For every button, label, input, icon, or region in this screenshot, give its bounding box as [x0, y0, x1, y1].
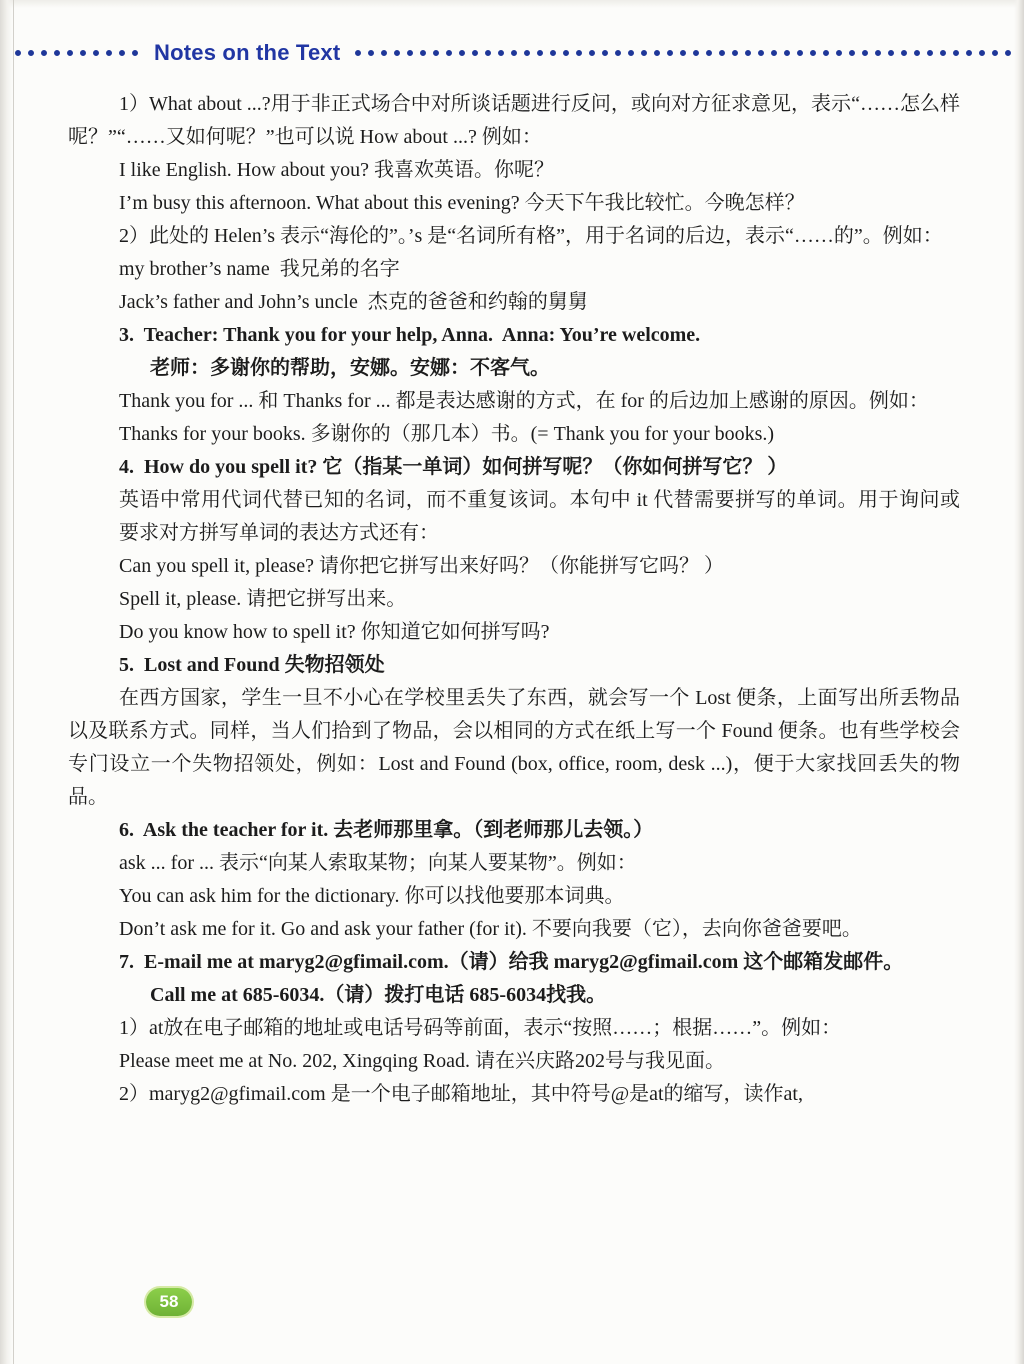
- paragraph: 5. Lost and Found 失物招领处: [119, 654, 385, 676]
- paragraph: You can ask him for the dictionary. 你可以找他要那本词典。: [119, 885, 625, 907]
- paragraph: 6. Ask the teacher for it. 去老师那里拿。（到老师那儿去领。）: [119, 819, 654, 841]
- paragraph: Don’t ask me for it. Go and ask your father (for it). 不要向我要（它），去向你爸爸要吧。: [119, 918, 862, 940]
- scan-edge-top: [0, 0, 1024, 8]
- scan-edge-right: [1014, 0, 1024, 1364]
- paragraph: Jack’s father and John’s uncle 杰克的爸爸和约翰的舅舅: [119, 291, 588, 313]
- scan-edge-left: [0, 0, 14, 1364]
- paragraph: Do you know how to spell it? 你知道它如何拼写吗?: [119, 621, 550, 643]
- paragraph: 2）maryg2@gfimail.com 是一个电子邮箱地址，其中符号@是at的缩写，读作at,: [119, 1083, 803, 1105]
- paragraph: Thanks for your books. 多谢你的（那几本）书。(= Thank you for your books.): [119, 423, 775, 445]
- paragraph: 英语中常用代词代替已知的名词，而不重复该词。本句中 it 代替需要拼写的单词。用于询问或要求对方拼写单词的表达方式还有：: [119, 489, 960, 544]
- paragraph: 2）此处的 Helen’s 表示“海伦的”。’s 是“名词所有格”，用于名词的后边，表示“……的”。例如：: [119, 225, 943, 247]
- paragraph: Spell it, please. 请把它拼写出来。: [119, 588, 407, 610]
- paragraph: Call me at 685-6034.（请）拨打电话 685-6034找我。: [150, 984, 607, 1006]
- paragraph: my brother’s name 我兄弟的名字: [119, 258, 400, 280]
- paragraph: 4. How do you spell it? 它（指某一单词）如何拼写呢？（你如何拼写它？ ）: [119, 456, 788, 478]
- paragraph: I like English. How about you? 我喜欢英语。你呢？: [119, 159, 554, 181]
- dots-decoration-left: [12, 49, 144, 57]
- paragraph: Thank you for ... 和 Thanks for ... 都是表达感谢的方式，在 for 的后边加上感谢的原因。例如：: [119, 390, 929, 412]
- paragraph: 老师：多谢你的帮助，安娜。安娜：不客气。: [150, 357, 550, 379]
- paragraph: Can you spell it, please? 请你把它拼写出来好吗？（你能拼写它吗？ ）: [119, 555, 724, 577]
- paragraph: Please meet me at No. 202, Xingqing Road. 请在兴庆路202号与我见面。: [119, 1050, 726, 1072]
- page-number: 58: [159, 1292, 179, 1311]
- paragraph: 7. E-mail me at maryg2@gfimail.com.（请）给我 maryg2@gfimail.com 这个邮箱发邮件。: [119, 951, 904, 973]
- page-header: [0, 38, 1024, 68]
- paragraph: 3. Teacher: Thank you for your help, Anna. Anna: You’re welcome.: [119, 324, 701, 346]
- notes-content: [68, 88, 960, 1111]
- paragraph: I’m busy this afternoon. What about this evening? 今天下午我比较忙。今晚怎样？: [119, 192, 805, 214]
- page-number-badge: [146, 1288, 192, 1316]
- paragraph: 1）What about ...?用于非正式场合中对所谈话题进行反问，或向对方征求意见，表示“……怎么样呢？”“……又如何呢？”也可以说 How about ...? 例如：: [68, 93, 960, 148]
- paragraph: 在西方国家，学生一旦不小心在学校里丢失了东西，就会写一个 Lost 便条，上面写出所丢物品以及联系方式。同样，当人们拾到了物品，会以相同的方式在纸上写一个 Found 便条。也有些学校会专门设立一个失物招领处，例如：Lost and Found (box, office, room, desk ...)，便于大家找回丢失的物品。: [68, 687, 960, 808]
- paragraph: ask ... for ... 表示“向某人索取某物；向某人要某物”。例如：: [119, 852, 637, 874]
- page-title: Notes on the Text: [154, 40, 341, 65]
- dots-decoration-right: [352, 49, 1024, 57]
- paragraph: 1）at放在电子邮箱的地址或电话号码等前面，表示“按照……；根据……”。例如：: [119, 1017, 842, 1039]
